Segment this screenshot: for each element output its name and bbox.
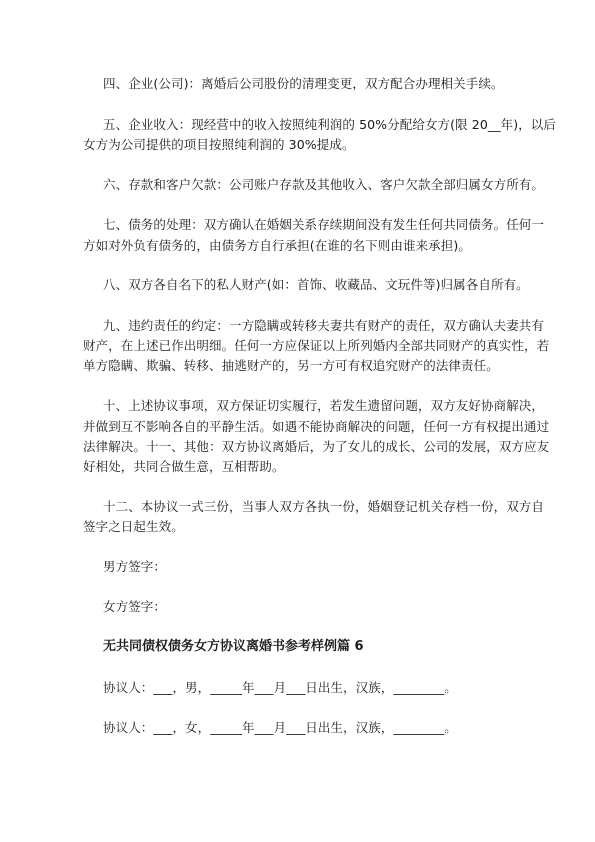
male-signature-label: 男方签字：	[103, 559, 167, 574]
paragraph-6-line-1: 六、存款和客户欠款：公司账户存款及其他收入、客户欠款全部归属女方所有。	[103, 177, 545, 192]
paragraph-5-line-2: 女方为公司提供的项目按照纯利润的 30%提成。	[83, 137, 355, 152]
paragraph-10-line-4: 好相处，共同合做生意，互相帮助。	[83, 459, 285, 474]
paragraph-4-line-1: 四、企业(公司)：离婚后公司股份的清理变更，双方配合办理相关手续。	[103, 76, 504, 91]
paragraph-9-line-3: 单方隐瞒、欺骗、转移、抽逃财产的，另一方可有权追究财产的法律责任。	[83, 358, 499, 373]
paragraph-10-line-2: 并做到互不影响各自的平静生活。如遇不能协商解决的问题，任何一方有权提出通过	[83, 419, 550, 434]
paragraph-8-line-1: 八、双方各自名下的私人财产(如：首饰、收藏品、文玩件等)归属各自所有。	[103, 277, 529, 292]
paragraph-5-line-1: 五、企业收入：现经营中的收入按照纯利润的 50%分配给女方(限 20__年)，以后	[103, 117, 556, 132]
party-line-male: 协议人：___，男，_____年___月___日出生，汉族，________。	[103, 680, 457, 695]
paragraph-12-line-1: 十二、本协议一式三份，当事人双方各执一份，婚姻登记机关存档一份，双方自	[103, 499, 545, 514]
paragraph-12-line-2: 签字之日起生效。	[83, 519, 184, 534]
female-signature-label: 女方签字：	[103, 599, 167, 614]
paragraph-9-line-2: 财产，在上述已作出明细。任何一方应保证以上所列婚内全部共同财产的真实性，若	[83, 338, 550, 353]
paragraph-9-line-1: 九、违约责任的约定：一方隐瞒或转移夫妻共有财产的责任，双方确认夫妻共有	[103, 318, 545, 333]
paragraph-7-line-1: 七、债务的处理：双方确认在婚姻关系存续期间没有发生任何共同债务。任何一	[103, 217, 545, 232]
party-line-female: 协议人：___，女，_____年___月___日出生，汉族，________。	[103, 720, 457, 735]
section-heading: 无共同债权债务女方协议离婚书参考样例篇 6	[103, 639, 364, 654]
paragraph-7-line-2: 方如对外负有债务的，由债务方自行承担(在谁的名下则由谁来承担)。	[83, 238, 471, 253]
paragraph-10-line-3: 法律解决。十一、其他：双方协议离婚后，为了女儿的成长、公司的发展，双方应友	[83, 439, 550, 454]
paragraph-10-line-1: 十、上述协议事项，双方保证切实履行，若发生遗留问题，双方友好协商解决，	[103, 398, 545, 413]
